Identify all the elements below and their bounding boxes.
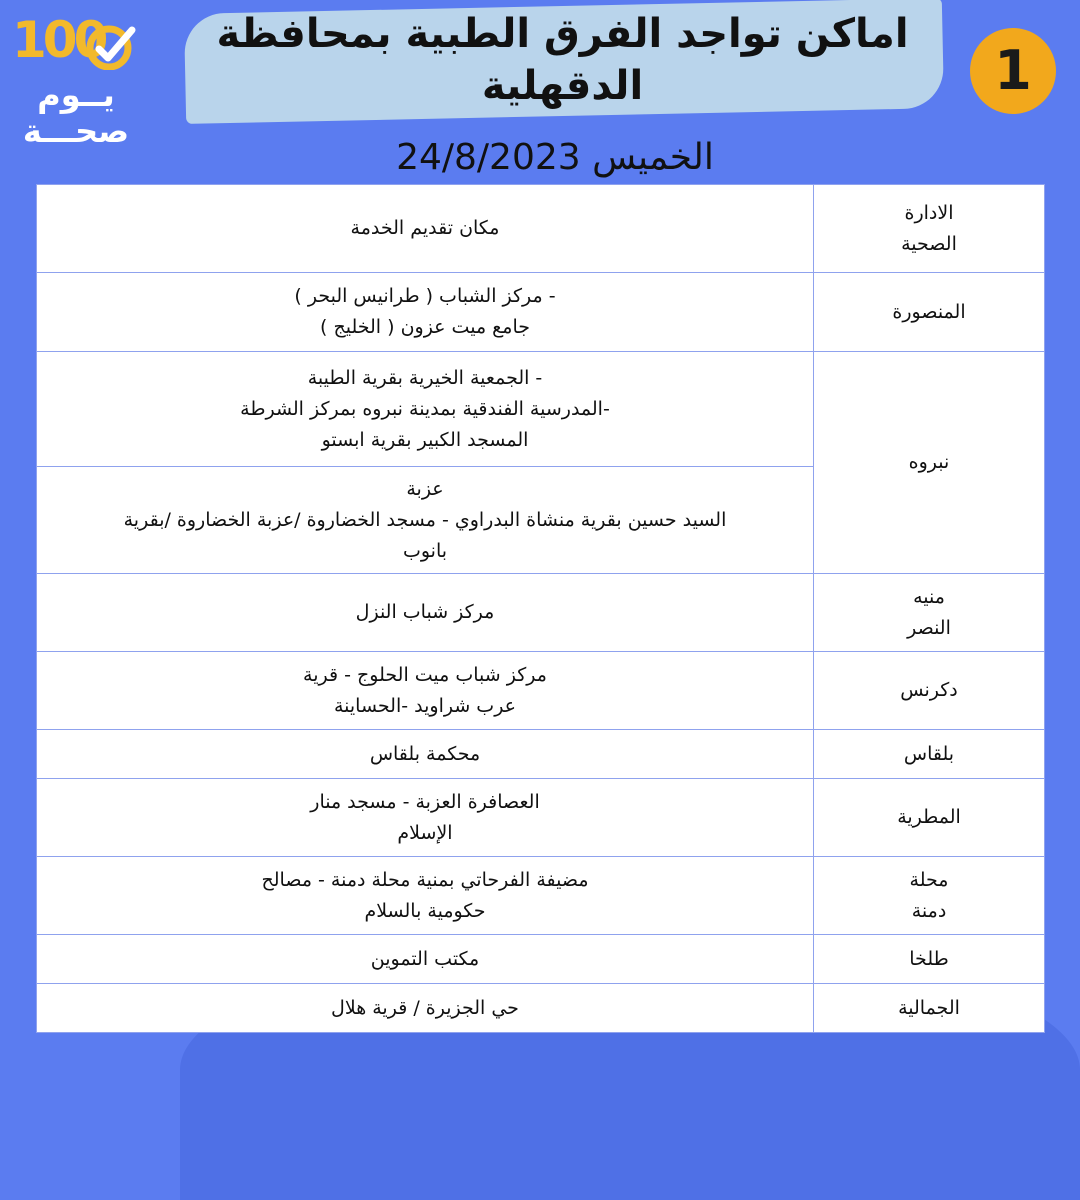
table-row [37, 352, 1045, 467]
page-title: اماكن تواجد الفرق الطبية بمحافظة الدقهلية [216, 11, 909, 109]
logo-number: 100 [12, 11, 105, 69]
place-line: عزبة [406, 477, 444, 500]
place-cell [37, 730, 814, 779]
place-line: مركز شباب ميت الحلوج - قرية [303, 663, 547, 686]
district-cell [814, 574, 1045, 652]
district-name: منيه [913, 585, 945, 608]
district-name: دمنة [911, 899, 947, 922]
place-line: السيد حسين بقرية منشاة البدراوي - مسجد الخضاروة /عزبة الخضاروة /بقرية [123, 508, 727, 531]
district-name: طلخا [909, 947, 949, 970]
district-name: نبروه [908, 451, 950, 473]
place-line: مركز شباب النزل [355, 601, 495, 623]
place-line: الإسلام [397, 821, 453, 844]
district-name: محلة [909, 868, 949, 891]
place-line: العصافرة العزبة - مسجد منار [310, 790, 540, 813]
table-row [37, 984, 1045, 1033]
place-line: حكومية بالسلام [364, 899, 486, 922]
district-name: الجمالية [898, 996, 960, 1019]
table-row [37, 779, 1045, 857]
place-line: حي الجزيرة / قرية هلال [331, 996, 519, 1019]
header-place [37, 185, 814, 273]
district-cell [814, 652, 1045, 730]
district-cell [814, 730, 1045, 779]
table-row [37, 273, 1045, 352]
place-cell [37, 857, 814, 935]
place-cell [37, 779, 814, 857]
place-line: جامع ميت عزون ( الخليج ) [320, 316, 530, 338]
place-cell [37, 652, 814, 730]
place-cell [37, 352, 814, 467]
district-cell [814, 984, 1045, 1033]
district-name: النصر [907, 616, 951, 639]
place-cell [37, 273, 814, 352]
district-cell [814, 273, 1045, 352]
logo-text-line1: يــوم [37, 76, 115, 114]
date-subtitle: الخميس 24/8/2023 [396, 137, 714, 178]
place-line: - الجمعية الخيرية بقرية الطيبة [307, 366, 543, 389]
table-row [37, 574, 1045, 652]
place-line: عرب شراويد -الحساينة [333, 694, 517, 717]
header-district [814, 185, 1045, 273]
logo-text-line2: صحـــة [22, 112, 130, 150]
place-cell [37, 467, 814, 574]
logo-100-days-health [8, 8, 148, 148]
header-place-label: مكان تقديم الخدمة [350, 217, 500, 239]
place-cell [37, 984, 814, 1033]
district-cell [814, 352, 1045, 574]
district-name: دكرنس [900, 679, 958, 701]
district-name: المنصورة [892, 300, 966, 323]
place-line: مكتب التموين [370, 947, 480, 970]
table-row [37, 652, 1045, 730]
place-line: محكمة بلقاس [369, 742, 481, 765]
locations-table [36, 184, 1045, 1033]
place-line: بانوب [402, 539, 448, 562]
district-name: المطرية [897, 806, 961, 828]
place-line: - مركز الشباب ( طرانيس البحر ) [294, 285, 556, 307]
district-name: بلقاس [903, 742, 955, 765]
page-number-badge: 1 [970, 28, 1056, 114]
district-cell [814, 935, 1045, 984]
table-row [37, 730, 1045, 779]
place-line: المسجد الكبير بقرية ابستو [321, 428, 529, 451]
table-header-row [37, 185, 1045, 273]
table-row [37, 857, 1045, 935]
logo-check-icon [86, 24, 138, 70]
place-line: -المدرسية الفندقية بمدينة نبروه بمركز الشرطة [240, 397, 610, 420]
district-cell [814, 779, 1045, 857]
district-cell [814, 857, 1045, 935]
place-line: مضيفة الفرحاتي بمنية محلة دمنة - مصالح [261, 868, 589, 891]
header-district-line: الصحية [901, 232, 957, 255]
header-district-line: الادارة [904, 201, 954, 224]
place-cell [37, 935, 814, 984]
place-cell [37, 574, 814, 652]
table-row [37, 935, 1045, 984]
